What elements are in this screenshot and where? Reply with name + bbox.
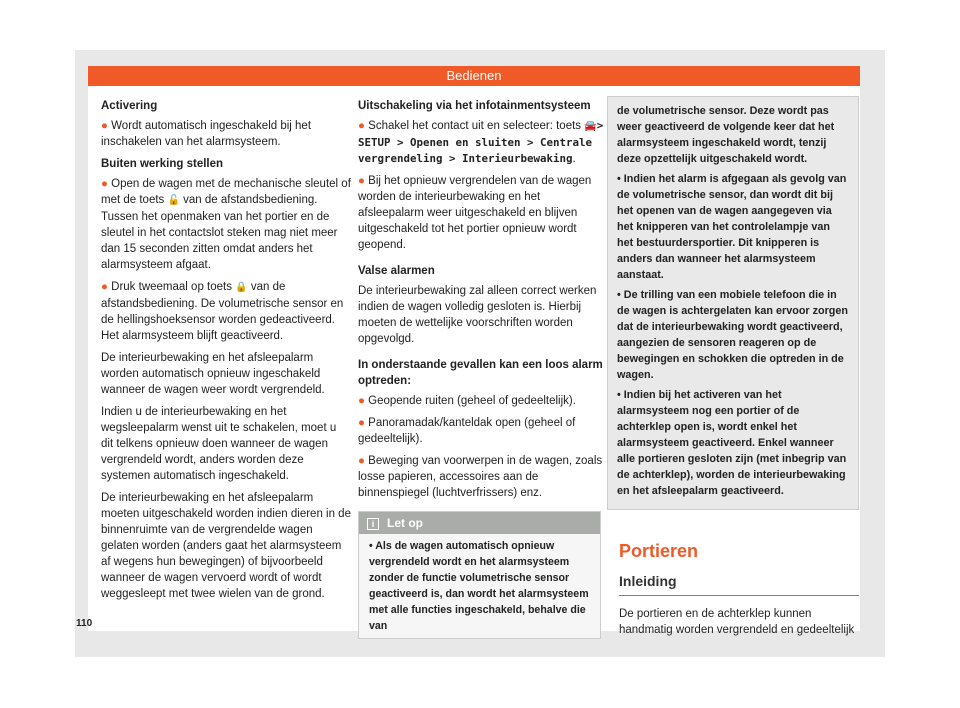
paragraph: De interieurbewaking en het afsleepalarm moeten uitgeschakeld worden indien dieren in de binnenruimte van de vergrendelde wagen gelaten worden (anders gaat het alarmsysteem af wegens hun bewegingen) of bijvoorbeeld wanneer de wagen vervoerd wordt of wordt weggesleept met twee wielen van de grond. (101, 492, 351, 600)
continued-note-box (607, 96, 859, 510)
text: De trilling van een mobiele telefoon die in de wagen is achtergelaten kan ervoor zorgen dat de interieurbewaking wordt geactiveerd, aangezien de sensoren reageren op de bewegingen en schokken die optreden in de wagen. (617, 289, 849, 381)
column-3 (607, 96, 862, 638)
menu-path: > SETUP > Openen en sluiten > Centrale vergrendeling > Interieurbewaking (358, 119, 604, 165)
note-text: Als de wagen automatisch opnieuw vergrendeld wordt en het alarmsysteem zonder de functie volumetrische sensor geactiveerd is, dan wordt het alarmsysteem met alle functies ingeschakeld, behalve die van (369, 540, 589, 632)
section-title: Portieren (619, 541, 699, 561)
car-menu-icon: 🚘 (584, 121, 597, 132)
bullet-paragraph (101, 176, 351, 273)
bullet-icon: ● (101, 281, 112, 293)
bullet-icon: ● (101, 178, 112, 190)
subsection-title: Inleiding (619, 572, 859, 596)
bullet-icon: ● (358, 395, 369, 407)
text: Schakel het contact uit en selecteer: toets (368, 120, 582, 132)
list-item: • Indien het alarm is afgegaan als gevolg van de volumetrische sensor, dan wordt dit bij het openen van de wagen aangegeven via het knipperen van het controlelampje van het bestuurdersportier. Dit knipperen is anders dan wanneer het alarmsysteem aanstaat. (617, 173, 847, 281)
chapter-header: Bedienen (88, 66, 860, 86)
list-item (358, 415, 608, 447)
note-header (359, 512, 600, 534)
list-item (358, 453, 608, 501)
bullet-icon: ● (358, 417, 369, 429)
bullet-icon: ● (101, 120, 112, 132)
note-title: Let op (387, 516, 423, 530)
paragraph: De interieurbewaking en het afsleepalarm worden automatisch opnieuw ingeschakeld wanneer de wagen weer wordt vergrendeld. (101, 352, 325, 396)
text: Druk tweemaal op toets (111, 281, 232, 293)
bullet-paragraph: ● Schakel het contact uit en selecteer: toets 🚘> SETUP > Openen en sluiten > Centrale vergrendeling > Interieurbewaking. (358, 119, 604, 165)
info-icon: i (367, 518, 379, 530)
heading-uitschakeling: Uitschakeling via het infotainmentsysteem (358, 100, 591, 112)
text: Indien het alarm is afgegaan als gevolg van de volumetrische sensor, dan wordt dit bij het openen van de wagen aangegeven via het knipperen van het controlelampje van het bestuurdersportier. Dit knipperen is anders dan wanneer het alarmsysteem aanstaat. (617, 173, 847, 281)
text: Beweging van voorwerpen in de wagen, zoals losse papieren, accessoires aan de binnenspiegel (luchtverfrissers) enz. (358, 455, 603, 499)
paragraph: De interieurbewaking zal alleen correct werken indien de wagen volledig gesloten is. Hierbij moeten de wettelijke voorschriften worden opgevolgd. (358, 285, 597, 345)
lock-icon: 🔒 (235, 282, 248, 293)
text: Indien bij het activeren van het alarmsysteem nog een portier of de achterklep open is, wordt enkel het alarmsysteem geactiveerd. Enkel wanneer alle portieren gesloten zijn (met inbegrip van de achterklep), worden de interieurbewaking en het afsleepalarm geactiveerd. (617, 389, 847, 497)
page-number: 110 (76, 618, 93, 629)
text: Open de wagen met de mechanische sleutel of met de toets (101, 178, 351, 206)
note-body: • Als de wagen automatisch opnieuw vergrendeld wordt en het alarmsysteem zonder de functie volumetrische sensor geactiveerd is, dan wordt het alarmsysteem met alle functies ingeschakeld, behalve die van (369, 540, 589, 632)
text: Panoramadak/kanteldak open (geheel of gedeeltelijk). (358, 417, 576, 445)
text: van de afstandsbediening. Tussen het openmaken van het portier en de sleutel in het contactslot steken mag niet meer dan 15 seconden zitten omdat anders het alarmsysteem afgaat. (101, 194, 338, 271)
heading-valse-alarmen: Valse alarmen (358, 265, 435, 277)
heading-activering: Activering (101, 100, 158, 112)
heading-buiten-werking: Buiten werking stellen (101, 158, 224, 170)
bullet-paragraph (101, 279, 351, 344)
bullet-icon: ● (358, 455, 369, 467)
unlock-icon: 🔓 (167, 195, 180, 206)
text: Bij het opnieuw vergrendelen van de wagen worden de interieurbewaking en het afsleepalarm weer uitgeschakeld en blijven uitgeschakeld tot het portier opnieuw wordt geopend. (358, 175, 592, 251)
heading-gevallen: In onderstaande gevallen kan een loos alarm optreden: (358, 359, 603, 387)
text: Geopende ruiten (geheel of gedeeltelijk). (368, 395, 576, 407)
bullet-paragraph (101, 118, 351, 150)
column-1 (101, 98, 351, 608)
bullet-icon: ● (358, 175, 369, 187)
bullet-paragraph (358, 173, 608, 253)
text: van de afstandsbediening. De volumetrische sensor en de hellingshoeksensor worden gedeactiveerd. Het alarmsysteem blijft geactiveerd. (101, 281, 344, 342)
text: Wordt automatisch ingeschakeld bij het inschakelen van het alarmsysteem. (101, 120, 312, 148)
note-box (358, 511, 601, 639)
list-item (358, 393, 608, 409)
section-portieren (607, 540, 862, 638)
intro-paragraph: De portieren en de achterklep kunnen handmatig worden vergrendeld en gedeeltelijk (619, 608, 855, 636)
list-item: • De trilling van een mobiele telefoon die in de wagen is achtergelaten kan ervoor zorgen dat de interieurbewaking wordt geactiveerd, aangezien de sensoren reageren op de bewegingen en schokken die optreden in de wagen. (617, 289, 849, 381)
bullet-icon: ● (358, 120, 369, 132)
list-item: • Indien bij het activeren van het alarmsysteem nog een portier of de achterklep open is, wordt enkel het alarmsysteem geactiveerd. Enkel wanneer alle portieren gesloten zijn (met inbegrip van de achterklep), worden de interieurbewaking en het afsleepalarm geactiveerd. (617, 389, 847, 497)
paragraph: de volumetrische sensor. Deze wordt pas weer geactiveerd de volgende keer dat het alarmsysteem ingeschakeld wordt, tenzij deze opzettelijk uitgeschakeld wordt. (617, 105, 835, 165)
paragraph: Indien u de interieurbewaking en het wegsleepalarm wenst uit te schakelen, moet u dit telkens opnieuw doen wanneer de wagen vergrendeld wordt, anders worden deze systemen automatisch ingeschakeld. (101, 406, 337, 482)
column-2 (358, 98, 608, 639)
